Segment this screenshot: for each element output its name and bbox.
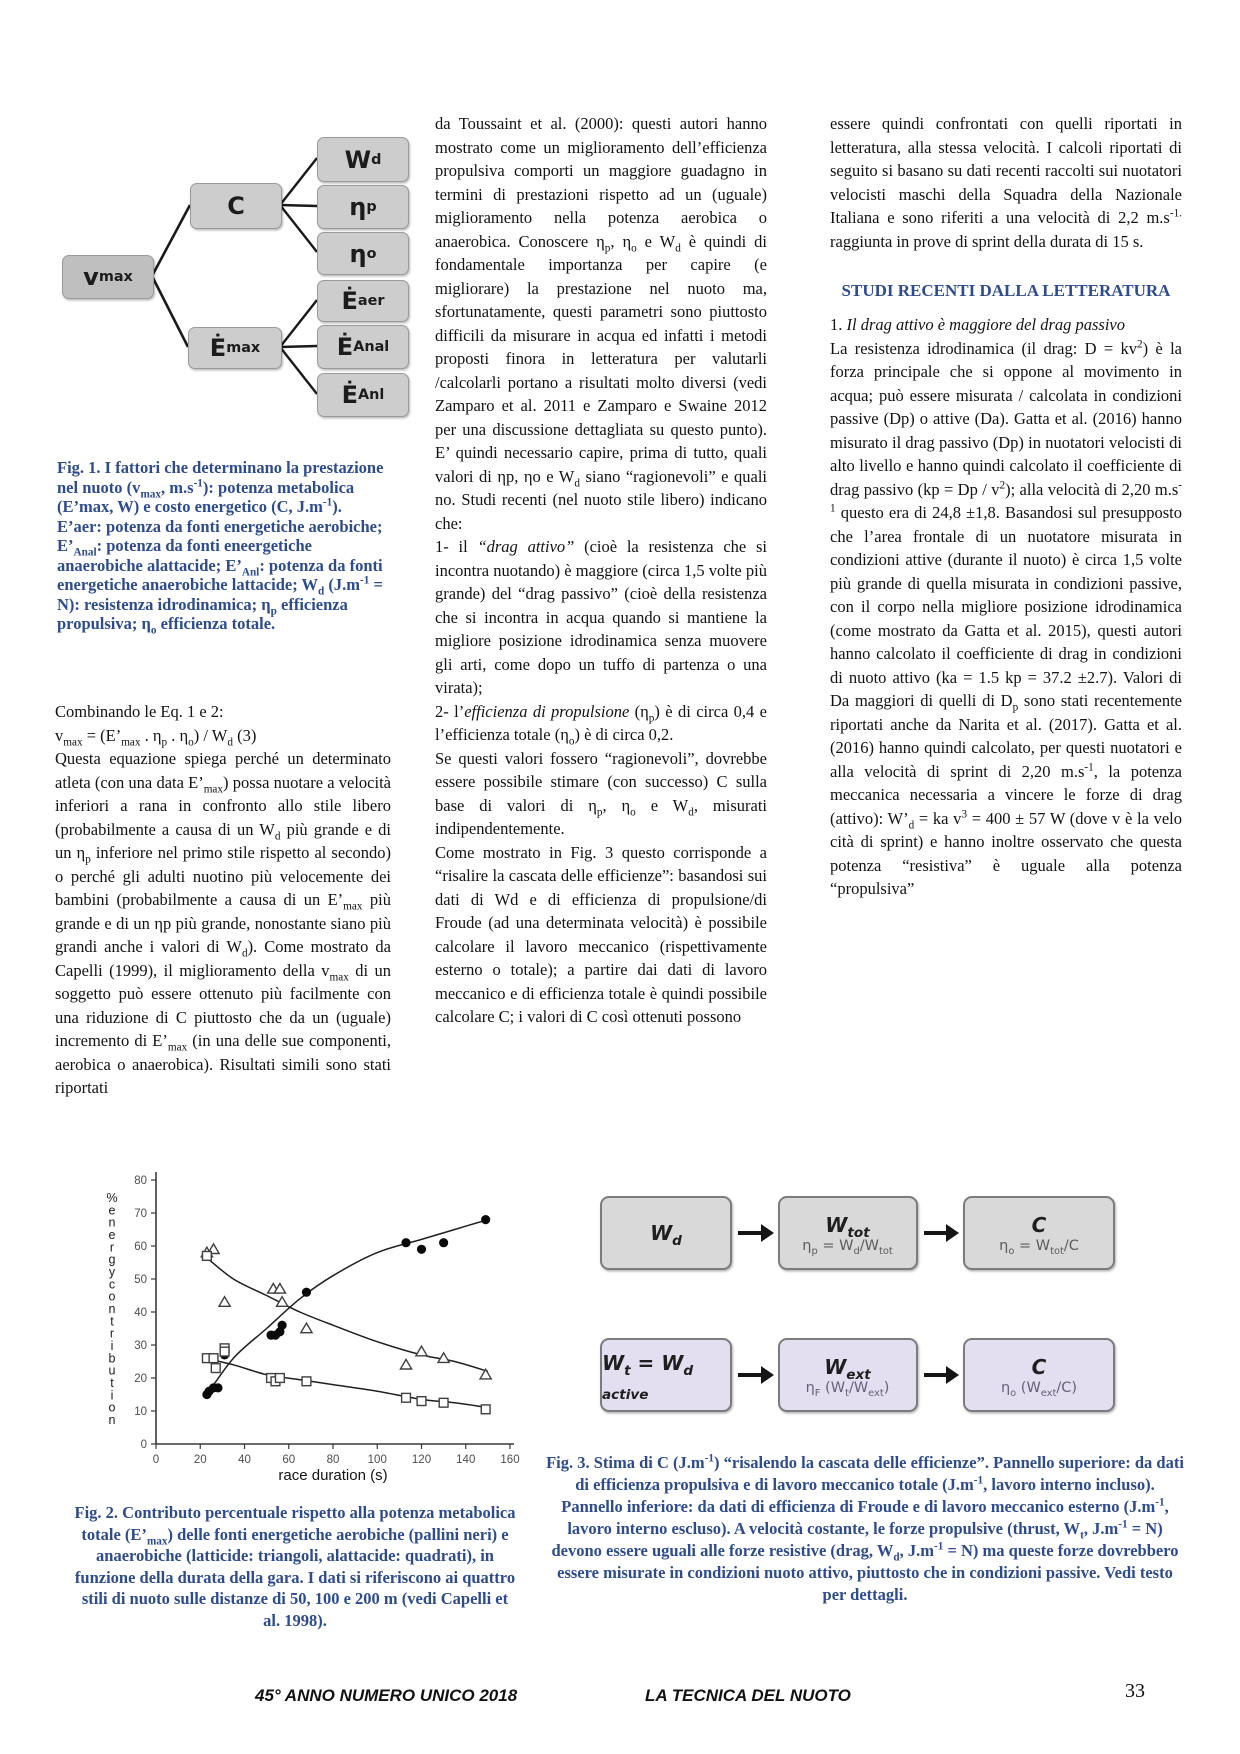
paragraph: da Toussaint et al. (2000): questi autori hanno mostrato come un miglioramento dell’efficienza propulsiva comporti un maggiore guadagno in termini di prestazioni rispetto ad un (uguale) miglioramento nella potenza aerobica o anaerobica. Conoscere $\eta_p$, $\eta_o$ e $W_d$ è quindi di fondamentale importanza per capire (e migliorare) la prestazione nel nuoto ma, sfortunatamente, questi parametri sono piuttosto difficili da misurare in acqua ed infatti i metodi proposti finora in letteratura per valutarli /calcolarli portano a risultati molto diversi (vedi Zamparo et al. 2011 e Zamparo e Swaine 2012 per una discussione dettagliata su questo punto). E’ quindi necessario capire, prima di tutto, quali valori di ηp, ηo e $W_d$ siano “ragionevoli” e quali no. Studi recenti (nel nuoto stile libero) indicano che: bbox=[435, 114, 767, 533]
x-tick-label: 40 bbox=[238, 1454, 251, 1466]
data-point-triangle bbox=[301, 1323, 312, 1333]
y-axis-label-char: y bbox=[108, 1265, 116, 1279]
data-point-circle bbox=[417, 1245, 426, 1254]
paragraph: 1- il “drag attivo” (cioè la resistenza che si incontra nuotando) è maggiore (circa 1,5 volte più grande) del “drag passivo” (cioè della resistenza che si incontra in acqua quando si mantiene la migliore posizione idrodinamica senza muovere gli arti, come dopo un tuffo di partenza o una virata); bbox=[435, 537, 767, 697]
fig1-caption: Fig. 1. I fattori che determinano la prestazione nel nuoto ($v_{max}$, $m.s^{-1}$): potenza metabolica (E’max, W) e costo energetico (C, $J.m^{-1}$). E’aer: potenza da fonti energetiche aerobiche; $E’_{Anal}$: potenza da fonti eneergetiche anaerobiche alattacide; $E’_{Anl}$: potenza da fonti energetiche anaerobiche lattacide; $W_d$ $(J.m^{-1} = N)$: resistenza idrodinamica; $\eta_p$ efficienza propulsiva; $\eta_o$ efficienza totale. bbox=[57, 458, 384, 637]
fig3-caption: Fig. 3. Stima di C $(J.m^{-1})$ “risalendo la cascata delle efficienze”. Pannello superiore: da dati di efficienza propulsiva e di lavoro meccanico totale ($J.m^{-1}$, lavoro interno incluso). Pannello inferiore: da dati di efficienza di Froude e di lavoro meccanico esterno ($J.m^{-1}$, lavoro interno escluso). A velocità costante, le forze propulsive (thrust, $W_t$, $J.m^{-1} = N$) devono essere uguali alle forze resistive (drag, $W_d$, $J.m^{-1} = N$) ma queste forze dovrebbero essere misurate in condizioni nuoto attivo, piuttosto che in condizioni passive. Vedi testo per dettagli. bbox=[546, 1452, 1184, 1604]
arrow-right-icon bbox=[738, 1373, 762, 1377]
data-point-triangle bbox=[400, 1359, 411, 1369]
fig1-node-eaer: Ė aer bbox=[317, 280, 409, 322]
column-3-top bbox=[830, 112, 1182, 253]
fig3-diagram bbox=[600, 1196, 1115, 1412]
fig3-box-wt bbox=[600, 1338, 732, 1412]
data-point-triangle bbox=[416, 1346, 427, 1356]
data-point-circle bbox=[401, 1238, 410, 1247]
fig1-diagram bbox=[58, 112, 410, 422]
y-axis-label-char: t bbox=[110, 1314, 114, 1329]
paragraph: 2- l’efficienza di propulsione $(\eta_p)$ è di circa 0,4 e l’efficienza totale $(\eta_o)$ è di circa 0,2. bbox=[435, 701, 767, 748]
data-point-square bbox=[302, 1377, 311, 1386]
y-axis-label-char: i bbox=[110, 1339, 114, 1353]
y-tick-label: 50 bbox=[134, 1274, 147, 1286]
y-axis-label-char: n bbox=[108, 1413, 116, 1427]
data-point-triangle bbox=[438, 1353, 449, 1363]
fig1-node-c: C bbox=[190, 183, 282, 229]
fig3-box-wd bbox=[600, 1196, 732, 1270]
fig3-box-title: $W_t = W_{d active}$ bbox=[602, 1351, 694, 1403]
y-tick-label: 70 bbox=[134, 1208, 147, 1220]
fig1-node-emax: Ė max bbox=[188, 327, 282, 369]
arrow-right-icon bbox=[924, 1373, 948, 1377]
paragraph: Questa equazione spiega perché un determinato atleta (con una data $E’_{max}$) possa nuotare a velocità inferiori a rana in confronto allo stile libero (probabilmente a causa di un $W_d$ più grande e di un $\eta_p$ inferiore nel primo stile rispetto al secondo) o perché gli adulti nuotino più velocemente dei bambini (probabilmente a causa di un $E’_{max}$ più grande e di un ηp più grande, nonostante siano più grandi anche i valori di $W_d$). Come mostrato da Capelli (1999), il miglioramento della $v_{max}$ di un soggetto può essere ottenuto più facilmente con una riduzione di C piuttosto che da un (uguale) incremento di $E’_{max}$ (in una delle sue componenti, aerobica o anaerobica). Risultati simili sono stati riportati bbox=[55, 749, 391, 1097]
x-tick-label: 60 bbox=[282, 1454, 296, 1466]
paragraph: La resistenza idrodinamica (il drag: $D = kv^2$) è la forza principale che si oppone al movimento in acqua; può essere misurata / calcolata in condizioni passive (Dp) o attive (Da). Gatta et al. (2016) hanno misurato il drag passivo (Dp) in nuotatori velocisti di alto livello e hanno quindi calcolato il coefficiente di drag passivo $(kp = Dp / v^2)$; alla velocità di 2,20 $m.s^{-1}$ questo era di 24,8 ±1,8. Basandosi sul presupposto che l’area frontale di un nuotatore misurata in condizioni attive (durante il nuoto) è circa 1,5 volte più grande di quella misurata in condizioni passive, con il corpo nella migliore posizione idrodinamica (come mostrato da Gatta et al. 2015), questi autori hanno calcolato il coefficiente di drag in condizioni di nuoto attivo (ka = 1.5 kp = 37.2 ±2.7). Valori di Da maggiori di quelli di $D_p$ sono stati recentemente riportati anche da Narita et al. (2017). Gatta et al. (2016) hanno quindi calcolato, per questi nuotatori e alla velocità di sprint di 2,20 $m.s^{-1}$, la potenza meccanica necessaria a vincere le forze di drag (attivo): $W’_d$ = ka $v^3 = 400 \pm 57$ W (dove v è la velo cità di sprint) e hanno inoltre osservato che questa potenza “resistiva” è uguale alla potenza “propulsiva” bbox=[830, 338, 1182, 898]
fig3-box-c-top bbox=[963, 1196, 1115, 1270]
y-axis-label-char: n bbox=[108, 1302, 116, 1316]
fig3-top-row bbox=[600, 1196, 1115, 1270]
trend-line bbox=[205, 1256, 488, 1372]
fig1-node-eta-p: η p bbox=[317, 185, 409, 229]
x-tick-label: 120 bbox=[411, 1454, 432, 1466]
y-axis-label-char: u bbox=[108, 1363, 116, 1378]
column-1-text bbox=[55, 700, 391, 1160]
y-tick-label: 80 bbox=[134, 1175, 147, 1187]
y-axis-label-char: b bbox=[108, 1351, 116, 1366]
y-axis-label-char: % bbox=[106, 1191, 118, 1205]
data-point-square bbox=[417, 1397, 426, 1406]
y-tick-label: 20 bbox=[134, 1373, 147, 1385]
fig3-box-c-bottom bbox=[963, 1338, 1115, 1412]
data-point-square bbox=[402, 1393, 411, 1402]
data-point-square bbox=[209, 1354, 218, 1363]
data-point-circle bbox=[481, 1215, 490, 1224]
y-axis-label-char: e bbox=[108, 1228, 116, 1242]
y-axis-label-char: i bbox=[110, 1388, 114, 1403]
x-tick-label: 100 bbox=[367, 1454, 387, 1466]
x-tick-label: 140 bbox=[456, 1454, 476, 1466]
x-tick-label: 160 bbox=[500, 1454, 520, 1466]
fig1-node-eanl: Ė Anl bbox=[317, 373, 409, 417]
data-point-square bbox=[439, 1398, 448, 1407]
fig3-box-wext bbox=[778, 1338, 918, 1412]
x-axis-label: race duration (s) bbox=[278, 1467, 388, 1484]
data-point-circle bbox=[213, 1383, 222, 1392]
data-point-circle bbox=[278, 1321, 287, 1330]
arrow-right-icon bbox=[738, 1231, 762, 1235]
fig1-node-eanal: Ė Anal bbox=[317, 325, 409, 369]
column-3-bottom bbox=[830, 313, 1182, 901]
fig3-box-formula: $\eta_F$ $(W_t/W_{ext})$ bbox=[805, 1379, 890, 1399]
arrow-right-icon bbox=[924, 1231, 948, 1235]
y-axis-label-char: n bbox=[108, 1215, 116, 1230]
x-tick-label: 20 bbox=[193, 1454, 207, 1466]
y-axis-label-char: o bbox=[108, 1289, 116, 1304]
section-heading: STUDI RECENTI DALLA LETTERATURA bbox=[841, 281, 1171, 300]
fig3-box-formula: $\eta_o = W_{tot}/C$ bbox=[999, 1237, 1079, 1257]
footer-journal-title: LA TECNICA DEL NUOTO bbox=[645, 1686, 851, 1705]
fig3-box-title: C bbox=[1031, 1354, 1047, 1379]
data-point-triangle bbox=[219, 1297, 230, 1307]
paragraph: Come mostrato in Fig. 3 questo corrisponde a “risalire la cascata delle efficienze”: basandosi sui dati di Wd e di efficienza di propulsione/di Froude (ad una determinata velocità) è possibile calcolare il lavoro meccanico (rispettivamente esterno o totale); a partire dai dati di lavoro meccanico e di efficienza totale è quindi possibile calcolare C; i valori di C così ottenuti possono bbox=[435, 842, 767, 1026]
paragraph: essere quindi confrontati con quelli riportati in letteratura, alla stessa velocità. I calcoli riportati di seguito si basano su dati recenti raccolti sui nuotatori velocisti maschi della Squadra della Nazionale Italiana e sono riferiti a una velocità di 2,2 $m.s^{-1.}$ raggiunta in prove di sprint della durata di 15 s. bbox=[830, 114, 1182, 251]
fig3-box-wtot bbox=[778, 1196, 918, 1270]
y-axis-label-char: t bbox=[110, 1376, 114, 1390]
fig1-node-wd: W d bbox=[317, 137, 409, 182]
data-point-circle bbox=[439, 1238, 448, 1247]
column-2-text bbox=[435, 112, 767, 1162]
data-point-square bbox=[220, 1347, 229, 1356]
paragraph: Combinando le Eq. 1 e 2: bbox=[55, 702, 224, 721]
y-axis-label-char: o bbox=[108, 1400, 116, 1415]
fig3-bottom-row bbox=[600, 1338, 1115, 1412]
fig2-chart bbox=[82, 1160, 522, 1498]
data-point-square bbox=[276, 1374, 285, 1383]
y-axis-label-char: r bbox=[109, 1240, 115, 1255]
paragraph: $v_{max}$ = ($E’_{max}$ . $\eta_p$ . $\eta_o) / W_d$ (3) bbox=[55, 725, 257, 748]
data-point-square bbox=[211, 1364, 220, 1373]
fig3-box-title: C bbox=[1031, 1212, 1047, 1237]
data-point-square bbox=[202, 1252, 211, 1261]
column-3-text bbox=[830, 112, 1182, 1162]
fig3-box-title: $W_{tot}$ bbox=[825, 1212, 870, 1241]
y-tick-label: 0 bbox=[140, 1439, 147, 1451]
fig1-node-vmax: v max bbox=[62, 255, 154, 299]
data-point-circle bbox=[302, 1288, 311, 1297]
data-point-square bbox=[481, 1405, 490, 1414]
y-axis-label-char: c bbox=[108, 1277, 116, 1292]
x-tick-label: 0 bbox=[152, 1454, 160, 1466]
footer-journal-info: 45° ANNO NUMERO UNICO 2018 bbox=[255, 1686, 518, 1705]
paragraph: Se questi valori fossero “ragionevoli”, dovrebbe essere possibile stimare (con successo) C sulla base di valori di $\eta_p$, $\eta_o$ e $W_d$, misurati indipendentemente. bbox=[435, 748, 767, 838]
fig3-box-title: $W_{ext}$ bbox=[824, 1354, 871, 1383]
y-tick-label: 60 bbox=[134, 1241, 147, 1253]
y-tick-label: 40 bbox=[134, 1307, 147, 1319]
y-axis-label-char: e bbox=[108, 1203, 116, 1218]
fig3-box-formula: $\eta_p = W_d/W_{tot}$ bbox=[802, 1237, 893, 1257]
y-axis-label-char: g bbox=[108, 1252, 116, 1267]
y-axis-label-char: r bbox=[109, 1326, 115, 1341]
fig3-box-formula: $\eta_o$ $(W_{ext}/C)$ bbox=[1000, 1379, 1078, 1399]
x-tick-label: 80 bbox=[326, 1454, 340, 1466]
y-tick-label: 10 bbox=[134, 1406, 147, 1418]
paragraph: 1. Il drag attivo è maggiore del drag passivo bbox=[830, 315, 1125, 334]
fig1-node-eta-o: η o bbox=[317, 232, 409, 275]
data-point-triangle bbox=[480, 1369, 491, 1379]
page-number: 33 bbox=[1125, 1680, 1145, 1702]
fig3-box-title: $W_d$ bbox=[650, 1221, 682, 1249]
fig2-caption: Fig. 2. Contributo percentuale rispetto alla potenza metabolica totale $(E’_{max})$ delle fonti energetiche aerobiche (pallini neri) e anaerobiche (latticide: triangoli, alattacide: quadrati), in funzione della durata della gara. I dati si riferiscono ai quattro stili di nuoto sulle distanze di 50, 100 e 200 m (vedi Capelli et al. 1998). bbox=[74, 1503, 516, 1630]
y-tick-label: 30 bbox=[134, 1340, 147, 1352]
